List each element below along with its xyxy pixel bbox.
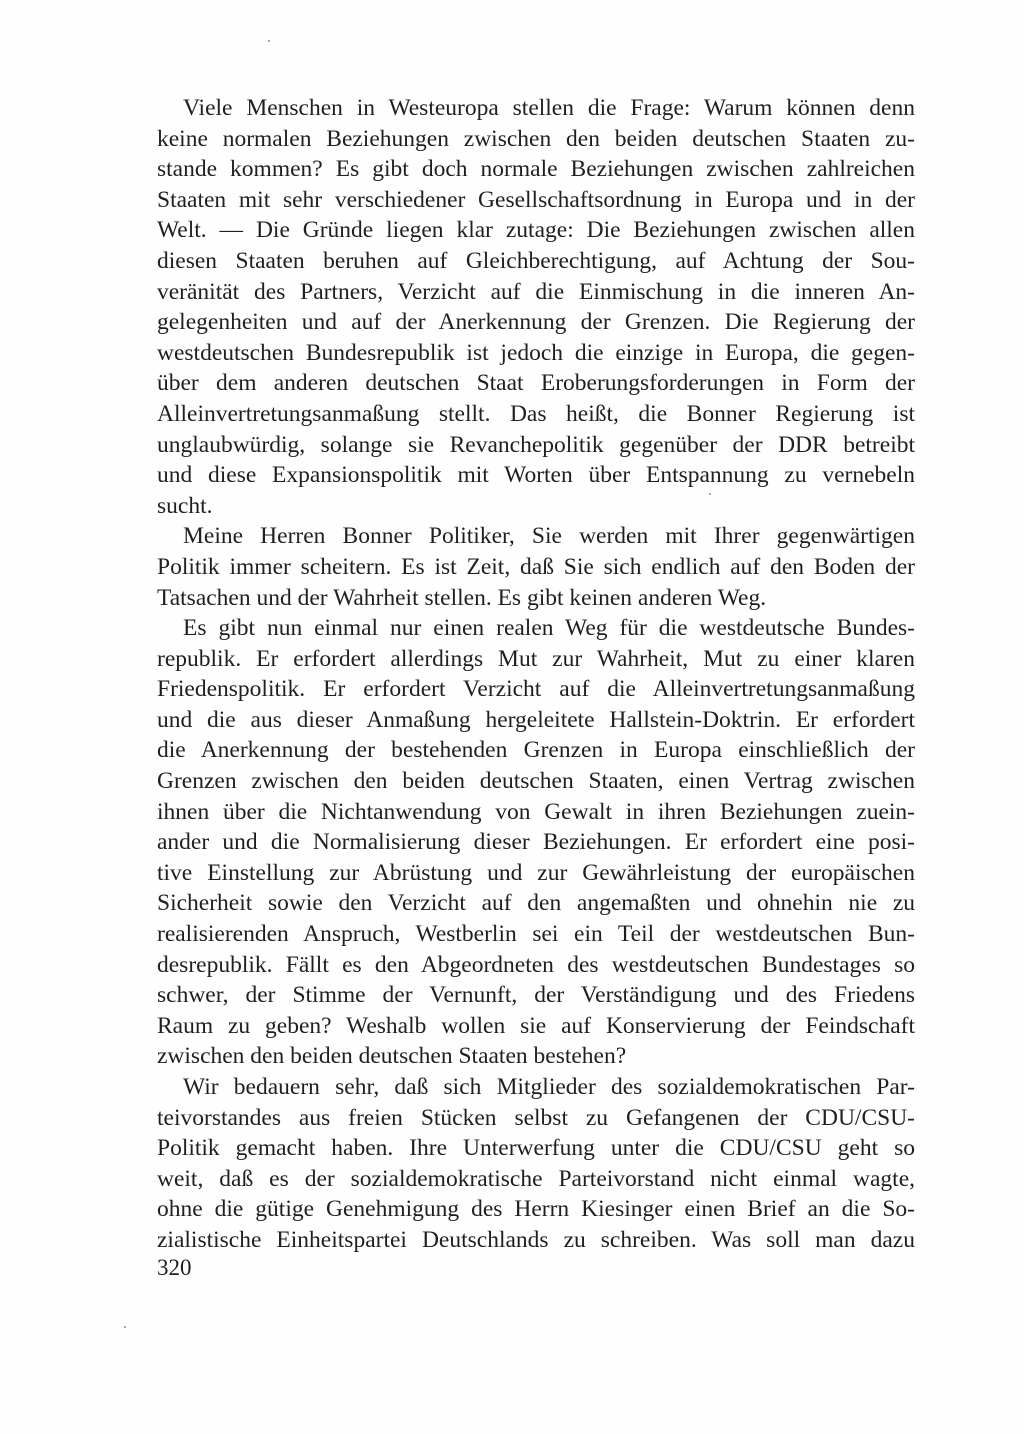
text-line: Es gibt nun einmal nur einen realen Weg für die westdeutsche Bundes- <box>183 615 915 642</box>
text-line: diesen Staaten beruhen auf Gleichberechtigung, auf Achtung der Sou- <box>157 247 915 274</box>
text-line: Sicherheit sowie den Verzicht auf den angemaßten und ohnehin nie zu <box>157 890 915 917</box>
text-line: Tatsachen und der Wahrheit stellen. Es gibt keinen anderen Weg. <box>157 584 767 611</box>
text-line: Raum zu geben? Weshalb wollen sie auf Konservierung der Feindschaft <box>157 1012 915 1039</box>
text-line: Grenzen zwischen den beiden deutschen Staaten, einen Vertrag zwischen <box>157 768 915 795</box>
text-line: zwischen den beiden deutschen Staaten bestehen? <box>157 1043 627 1070</box>
body-text <box>157 93 915 1256</box>
text-line: veränität des Partners, Verzicht auf die Einmischung in die inneren An- <box>157 278 915 305</box>
text-line: Viele Menschen in Westeuropa stellen die Frage: Warum können denn <box>183 95 915 121</box>
text-line: Alleinvertretungsanmaßung stellt. Das heißt, die Bonner Regierung ist <box>157 400 915 427</box>
page-number: 320 <box>157 1255 192 1280</box>
text-line: unglaubwürdig, solange sie Revanchepolitik gegenüber der DDR betreibt <box>157 431 915 458</box>
text-line: ander und die Normalisierung dieser Beziehungen. Er erfordert eine posi- <box>157 829 915 856</box>
text-line: Politik immer scheitern. Es ist Zeit, daß Sie sich endlich auf den Boden der <box>157 553 915 580</box>
text-line: republik. Er erfordert allerdings Mut zur Wahrheit, Mut zu einer klaren <box>157 645 915 672</box>
text-line: teivorstandes aus freien Stücken selbst zu Gefangenen der CDU/CSU- <box>157 1104 915 1131</box>
text-line: westdeutschen Bundesrepublik ist jedoch die einzige in Europa, die gegen- <box>157 339 915 366</box>
text-line: zialistische Einheitspartei Deutschlands zu schreiben. Was soll man dazu <box>157 1226 915 1253</box>
text-line: stande kommen? Es gibt doch normale Beziehungen zwischen zahlreichen <box>157 156 915 183</box>
text-line: Meine Herren Bonner Politiker, Sie werden mit Ihrer gegenwärtigen <box>183 523 915 550</box>
text-line: Friedenspolitik. Er erfordert Verzicht auf die Alleinvertretungsanmaßung <box>157 676 915 703</box>
text-line: weit, daß es der sozialdemokratische Parteivorstand nicht einmal wagte, <box>157 1165 915 1192</box>
text-line: realisierenden Anspruch, Westberlin sei ein Teil der westdeutschen Bun- <box>157 921 915 948</box>
text-line: sucht. <box>157 492 213 519</box>
text-line: und diese Expansionspolitik mit Worten über Entspannung zu vernebeln <box>157 462 915 489</box>
print-speck <box>268 40 270 42</box>
text-line: tive Einstellung zur Abrüstung und zur Gewährleistung der europäischen <box>157 859 915 886</box>
text-line: desrepublik. Fällt es den Abgeordneten des westdeutschen Bundestages so <box>157 951 915 978</box>
text-line: über dem anderen deutschen Staat Eroberungsforderungen in Form der <box>157 370 915 397</box>
text-line: Politik gemacht haben. Ihre Unterwerfung unter die CDU/CSU geht so <box>157 1135 915 1162</box>
text-line: ihnen über die Nichtanwendung von Gewalt in ihren Beziehungen zuein- <box>157 798 915 825</box>
text-line: Staaten mit sehr verschiedener Gesellschaftsordnung in Europa und in der <box>157 186 915 213</box>
text-line: und die aus dieser Anmaßung hergeleitete Hallstein-Doktrin. Er erfordert <box>157 706 915 733</box>
text-line: ohne die gütige Genehmigung des Herrn Kiesinger einen Brief an die So- <box>157 1196 915 1223</box>
text-line: schwer, der Stimme der Vernunft, der Verständigung und des Friedens <box>157 982 915 1009</box>
text-line: keine normalen Beziehungen zwischen den beiden deutschen Staaten zu- <box>157 125 915 152</box>
print-speck <box>124 1326 126 1328</box>
text-line: gelegenheiten und auf der Anerkennung der Grenzen. Die Regierung der <box>157 309 915 336</box>
text-line: Welt. — Die Gründe liegen klar zutage: Die Beziehungen zwischen allen <box>157 217 915 244</box>
text-line: Wir bedauern sehr, daß sich Mitglieder des sozialdemokratischen Par- <box>183 1074 915 1100</box>
text-line: die Anerkennung der bestehenden Grenzen in Europa einschließlich der <box>157 737 915 764</box>
